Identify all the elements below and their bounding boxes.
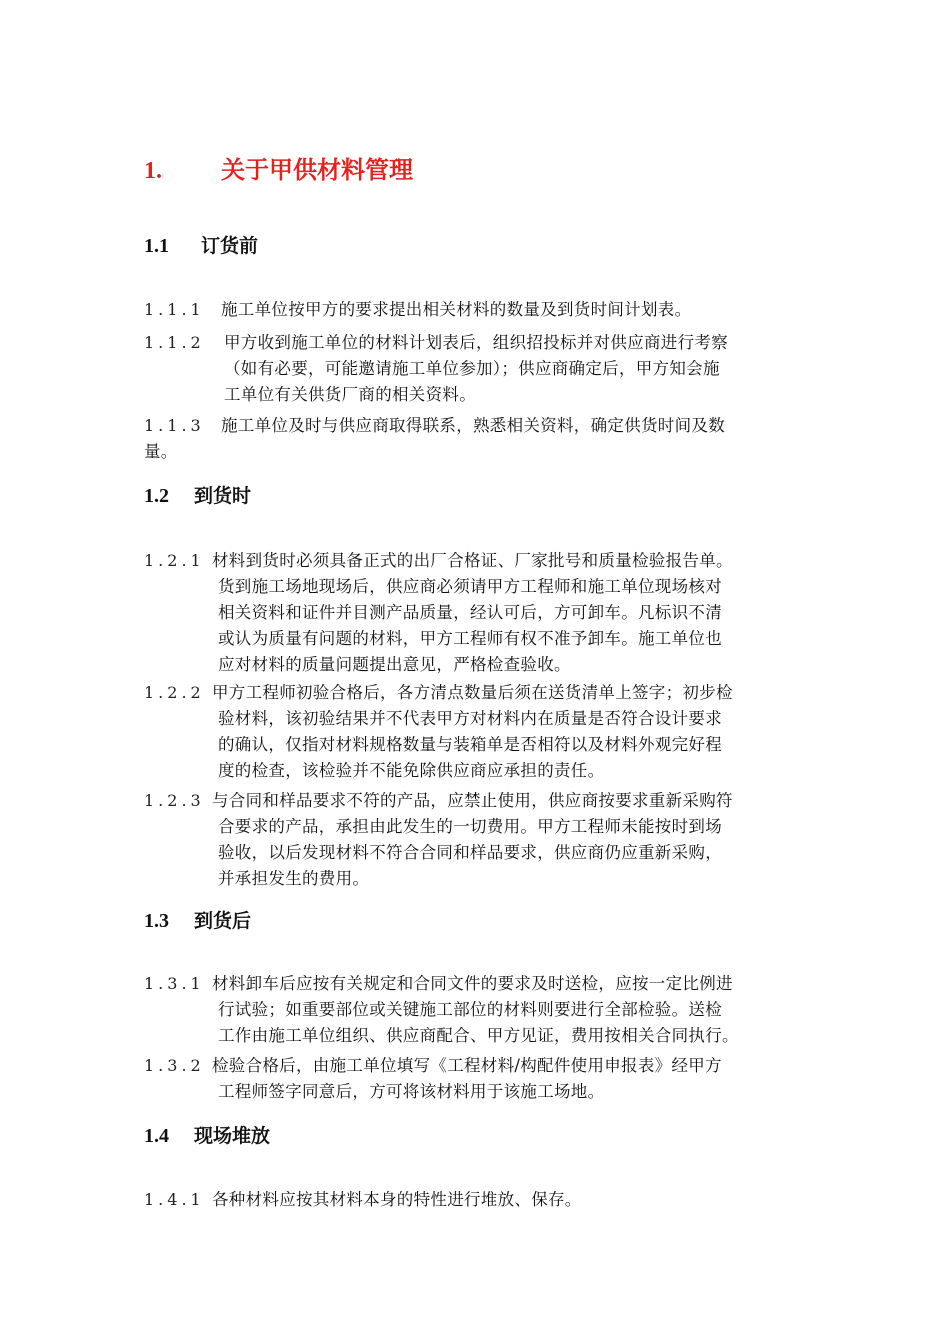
clause-text: 各种材料应按其材料本身的特性进行堆放、保存。	[212, 1190, 582, 1209]
clause-number: 1.3.1	[144, 974, 205, 993]
clause-text: 与合同和样品要求不符的产品，应禁止使用，供应商按要求重新采购符	[212, 791, 733, 810]
section-title: 到货时	[194, 485, 252, 507]
section-heading	[144, 481, 251, 511]
clause-text: 行试验；如重要部位或关键施工部位的材料则要进行全部检验。送检	[218, 1000, 722, 1019]
clause-number: 1.2.3	[144, 791, 205, 810]
clause-1-1-2	[144, 330, 808, 408]
clause-text: 并承担发生的费用。	[218, 869, 370, 888]
clause-text: 甲方工程师初验合格后，各方清点数量后须在送货清单上签字；初步检	[212, 683, 733, 702]
section-number: 1.3	[144, 910, 169, 932]
clause-text: 量。	[144, 442, 178, 461]
section-heading	[144, 231, 258, 261]
clause-text: 相关资料和证件并目测产品质量，经认可后，方可卸车。凡标识不清	[218, 603, 722, 622]
section-number: 1.1	[144, 235, 169, 257]
section-heading	[144, 1121, 270, 1151]
clause-1-1-3	[144, 413, 808, 465]
clause-text: 工程师签字同意后，方可将该材料用于该施工场地。	[218, 1082, 605, 1101]
section-title: 现场堆放	[194, 1125, 271, 1147]
clause-text: （如有必要，可能邀请施工单位参加）；供应商确定后，甲方知会施	[224, 359, 720, 378]
clause-text: 材料卸车后应按有关规定和合同文件的要求及时送检，应按一定比例进	[212, 974, 733, 993]
clause-number: 1.3.2	[144, 1056, 205, 1075]
clause-1-4-1	[144, 1187, 808, 1213]
chapter-title: 关于甲供材料管理	[221, 156, 413, 184]
section-title: 到货后	[194, 910, 252, 932]
section-heading	[144, 906, 251, 936]
clause-text: 工单位有关供货厂商的相关资料。	[224, 385, 476, 404]
clause-1-3-2	[144, 1053, 808, 1105]
clause-text: 验材料，该初验结果并不代表甲方对材料内在质量是否符合设计要求	[218, 709, 722, 728]
clause-number: 1.2.1	[144, 551, 205, 570]
clause-text: 检验合格后，由施工单位填写《工程材料/构配件使用申报表》经甲方	[212, 1056, 722, 1075]
clause-1-2-1	[144, 548, 808, 678]
clause-text: 或认为质量有问题的材料，甲方工程师有权不准予卸车。施工单位也	[218, 629, 722, 648]
clause-number: 1.2.2	[144, 683, 205, 702]
clause-text: 施工单位及时与供应商取得联系，熟悉相关资料，确定供货时间及数	[221, 416, 725, 435]
clause-text: 合要求的产品，承担由此发生的一切费用。甲方工程师未能按时到场	[218, 817, 722, 836]
clause-1-2-2	[144, 680, 808, 784]
clause-text: 的确认，仅指对材料规格数量与装箱单是否相符以及材料外观完好程	[218, 735, 722, 754]
section-number: 1.2	[144, 485, 169, 507]
clause-number: 1.1.3	[144, 416, 205, 435]
clause-text: 材料到货时必须具备正式的出厂合格证、厂家批号和质量检验报告单。	[212, 551, 733, 570]
clause-number: 1.1.1	[144, 300, 205, 319]
clause-1-1-1	[144, 297, 808, 323]
clause-text: 度的检查，该检验并不能免除供应商应承担的责任。	[218, 761, 605, 780]
clause-text: 施工单位按甲方的要求提出相关材料的数量及到货时间计划表。	[221, 300, 692, 319]
section-title: 订货前	[201, 235, 259, 257]
section-number: 1.4	[144, 1125, 169, 1147]
clause-text: 货到施工场地现场后，供应商必须请甲方工程师和施工单位现场核对	[218, 577, 722, 596]
clause-text: 应对材料的质量问题提出意见，严格检查验收。	[218, 655, 571, 674]
chapter-number: 1.	[144, 158, 162, 184]
chapter-heading	[144, 152, 413, 189]
clause-text: 甲方收到施工单位的材料计划表后，组织招投标并对供应商进行考察	[224, 333, 728, 352]
clause-number: 1.1.2	[144, 333, 205, 352]
clause-number: 1.4.1	[144, 1190, 205, 1209]
clause-1-2-3	[144, 788, 808, 892]
clause-1-3-1	[144, 971, 808, 1049]
clause-text: 工作由施工单位组织、供应商配合、甲方见证，费用按相关合同执行。	[218, 1026, 739, 1045]
clause-text: 验收，以后发现材料不符合合同和样品要求，供应商仍应重新采购，	[218, 843, 722, 862]
